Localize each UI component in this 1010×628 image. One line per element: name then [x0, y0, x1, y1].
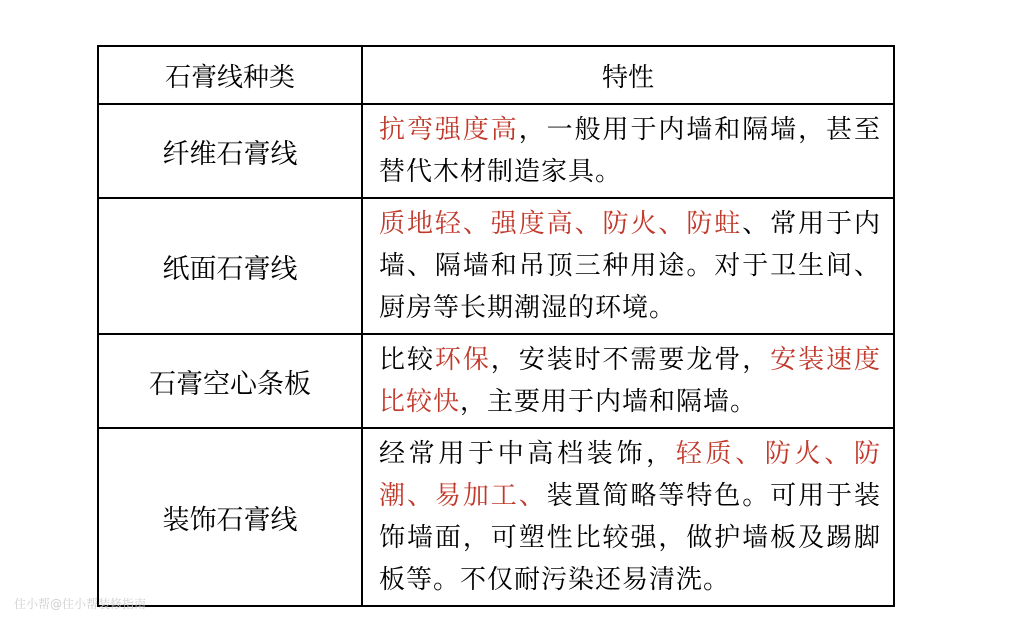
- table-row: [98, 104, 894, 198]
- table-row: [98, 334, 894, 428]
- highlight-text: 轻质、防火、防潮、易加工、: [379, 439, 881, 511]
- description-text: ，一般用于内墙和隔墙，甚至替代木材制造家具。: [379, 115, 881, 187]
- description-text: 装置简略等特色。可用于装饰墙面，可塑性比较强，做护墙板及踢脚板等。不仅耐污染还易清洗。: [379, 481, 881, 595]
- row-kind: 石膏空心条板: [98, 334, 362, 428]
- table-row: [98, 428, 894, 606]
- highlight-text: 环保: [434, 345, 491, 375]
- description-text: ，安装时不需要龙骨，: [490, 345, 771, 375]
- description-text: 经常用于中高档装饰，: [379, 439, 676, 469]
- description-text: ，主要用于内墙和隔墙。: [460, 387, 758, 417]
- watermark: 住小帮@住小帮装修指南: [14, 597, 147, 611]
- gypsum-line-table: [97, 45, 895, 607]
- table-row: [98, 198, 894, 334]
- row-kind: 装饰石膏线: [98, 428, 362, 606]
- description-text: 、常用于内墙、隔墙和吊顶三种用途。对于卫生间、厨房等长期潮湿的环境。: [379, 209, 881, 323]
- highlight-text: 抗弯强度高: [379, 115, 519, 145]
- row-description: [362, 104, 894, 198]
- header-properties: 特性: [362, 46, 894, 104]
- row-description: [362, 334, 894, 428]
- description-text: 比较: [379, 345, 435, 375]
- highlight-text: 安装速度比较快: [379, 345, 881, 417]
- row-kind: 纸面石膏线: [98, 198, 362, 334]
- row-description: [362, 428, 894, 606]
- row-description: [362, 198, 894, 334]
- highlight-text: 质地轻、强度高、防火、防蛀: [379, 209, 743, 239]
- row-kind: 纤维石膏线: [98, 104, 362, 198]
- table-header-row: [98, 46, 894, 104]
- header-kind: 石膏线种类: [98, 46, 362, 104]
